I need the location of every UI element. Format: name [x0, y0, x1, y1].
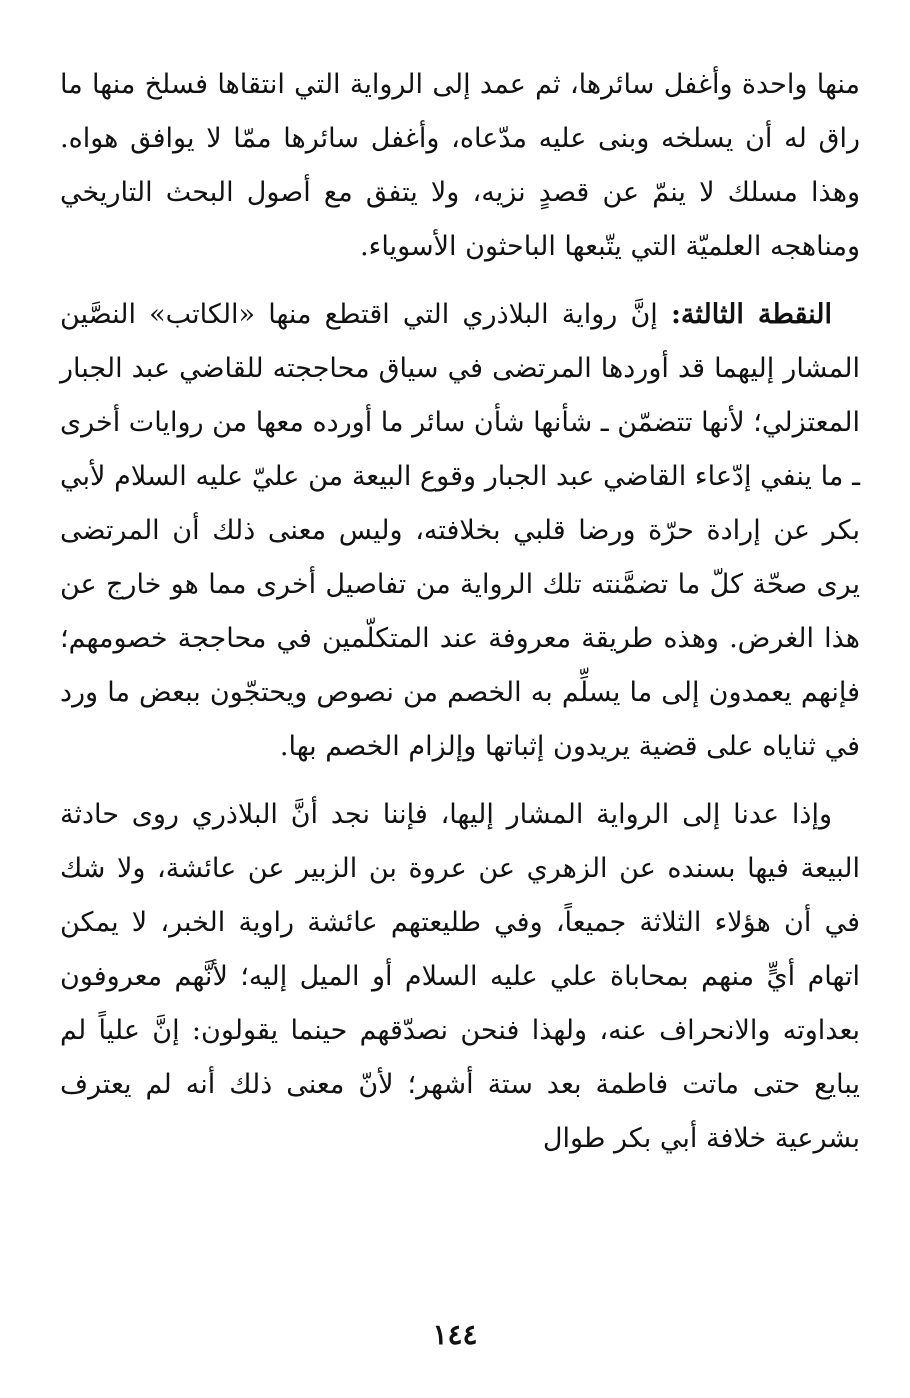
paragraph-2	[60, 288, 860, 774]
paragraph-2-text: إنَّ رواية البلاذري التي اقتطع منها «الكاتب» النصَّين المشار إليهما قد أوردها المرتضى في سياق محاججته للقاضي عبد الجبار المعتزلي؛ لأنها تتضمّن ـ شأنها شأن سائر ما أورده معها من روايات أخرى ـ ما ينفي إدّعاء القاضي عبد الجبار وقوع البيعة من عليّ عليه السلام لأبي بكر عن إرادة حرّة ورضا قلبي بخلافته، وليس معنى ذلك أن المرتضى يرى صحّة كلّ ما تضمَّنته تلك الرواية من تفاصيل أخرى مما هو خارج عن هذا الغرض. وهذه طريقة معروفة عند المتكلّمين في محاججة خصومهم؛ فإنهم يعمدون إلى ما يسلِّم به الخصم من نصوص ويحتجّون ببعض ما ورد في ثناياه على قضية يريدون إثباتها وإلزام الخصم بها.	[60, 299, 860, 762]
page-number: ١٤٤	[432, 1318, 478, 1351]
paragraph-1-text: منها واحدة وأغفل سائرها، ثم عمد إلى الرواية التي انتقاها فسلخ منها ما راق له أن يسلخه وبنى عليه مدّعاه، وأغفل سائرها ممّا لا يوافق هواه. وهذا مسلك لا ينمّ عن قصدٍ نزيه، ولا يتفق مع أصول البحث التاريخي ومناهجه العلميّة التي يتّبعها الباحثون الأسوياء.	[60, 69, 860, 262]
body-text	[60, 58, 860, 1166]
paragraph-3-text: وإذا عدنا إلى الرواية المشار إليها، فإننا نجد أنَّ البلاذري روى حادثة البيعة فيها بسنده عن الزهري عن عروة بن الزبير عن عائشة، ولا شك في أن هؤلاء الثلاثة جميعاً، وفي طليعتهم عائشة راوية الخبر، لا يمكن اتهام أيٍّ منهم بمحاباة علي عليه السلام أو الميل إليه؛ لأنَّهم معروفون بعداوته والانحراف عنه، ولهذا فنحن نصدّقهم حينما يقولون: إنَّ علياً لم يبايع حتى ماتت فاطمة بعد ستة أشهر؛ لأنّ معنى ذلك أنه لم يعترف بشرعية خلافة أبي بكر طوال	[60, 799, 860, 1154]
paragraph-1	[60, 58, 860, 274]
paragraph-3	[60, 788, 860, 1166]
paragraph-2-lead: النقطة الثالثة:	[670, 299, 832, 330]
